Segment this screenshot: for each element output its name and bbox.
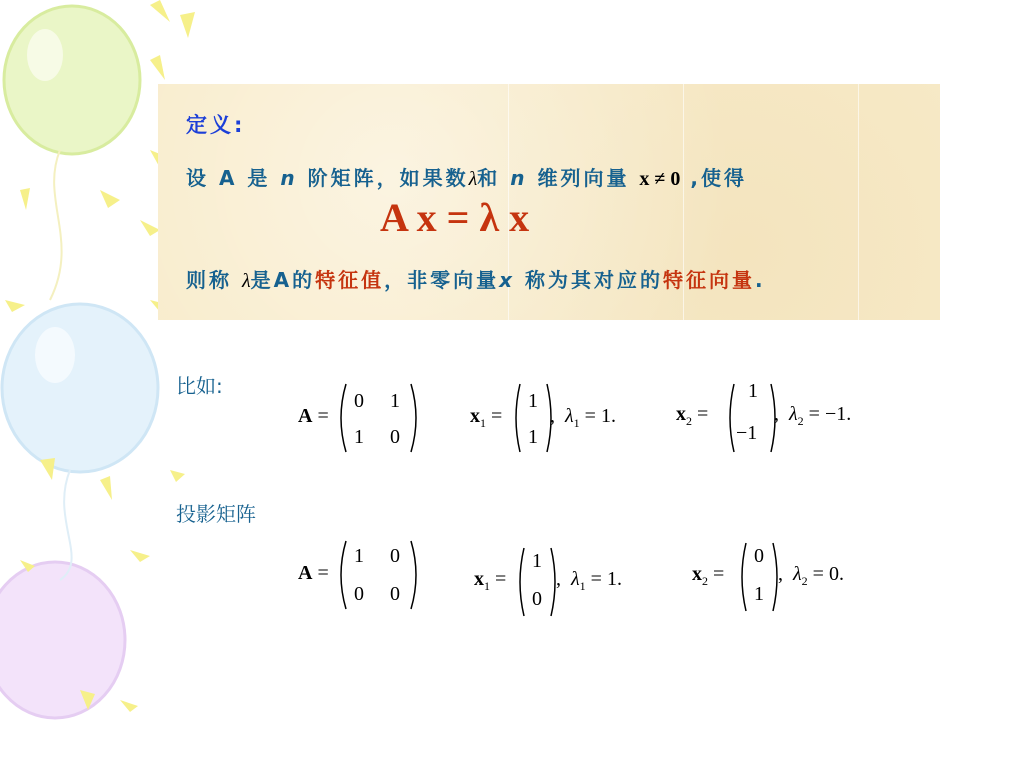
vector-cell: 0 (754, 545, 764, 567)
vector-x1-example2: $x_1$ = (474, 568, 507, 593)
definition-heading: 定义: (186, 113, 246, 137)
balloon-string (50, 150, 62, 300)
matrix-cell: 1 (390, 390, 400, 412)
balloon-purple (0, 562, 125, 718)
matrix-cell: 0 (390, 583, 400, 605)
balloon-blue-highlight (35, 327, 75, 383)
balloon-green (4, 6, 140, 154)
balloon-blue (2, 304, 158, 472)
vector-cell: 1 (532, 550, 542, 572)
vector-cell: 0 (532, 588, 542, 610)
term-eigenvector: 特征向量 (663, 268, 755, 292)
eigenvalue-2-example2: , $\lambda_2 = 0$. (778, 563, 844, 588)
eigenvalue-2-example1: , $\lambda_2 = -1$. (774, 403, 852, 428)
matrix-cell: 0 (354, 583, 364, 605)
matrix-A-example2-brackets (336, 535, 426, 615)
matrix-A-example2: A = (298, 562, 329, 584)
matrix-A-example1-brackets (336, 378, 426, 458)
vector-cell: 1 (528, 390, 538, 412)
vector-cell: 1 (528, 426, 538, 448)
example-label: 比如: (176, 374, 223, 398)
vector-x2-example1: $x_2$ = (676, 403, 709, 428)
vector-x2-example2: $x_2$ = (692, 563, 725, 588)
projection-matrix-label: 投影矩阵 (176, 502, 256, 526)
matrix-cell: 0 (390, 545, 400, 567)
term-eigenvalue: 特征值 (315, 268, 385, 292)
vector-x1-example1: $x_1$ = (470, 405, 503, 430)
eigenvalue-1-example1: , $\lambda_1 = 1$. (550, 405, 616, 430)
definition-line-3: 则称 λ是A的特征值，非零向量x 称为其对应的特征向量. (186, 268, 766, 292)
matrix-cell: 1 (354, 426, 364, 448)
vector-cell: 1 (748, 380, 758, 402)
vector-cell: −1 (736, 422, 758, 444)
eigen-equation: A x = λ x (380, 195, 530, 240)
matrix-cell: 0 (354, 390, 364, 412)
matrix-cell: 1 (354, 545, 364, 567)
balloon-green-highlight (27, 29, 63, 81)
definition-box (158, 84, 940, 320)
eigenvalue-1-example2: , $\lambda_1 = 1$. (556, 568, 622, 593)
matrix-cell: 0 (390, 426, 400, 448)
definition-line-1: 设 A 是 n 阶矩阵，如果数λ和 n 维列向量 x ≠ 0 ,使得 (186, 166, 747, 190)
matrix-A-example1: A = (298, 405, 329, 427)
vector-cell: 1 (754, 583, 764, 605)
vector-nonzero-condition: x ≠ 0 (639, 168, 681, 190)
